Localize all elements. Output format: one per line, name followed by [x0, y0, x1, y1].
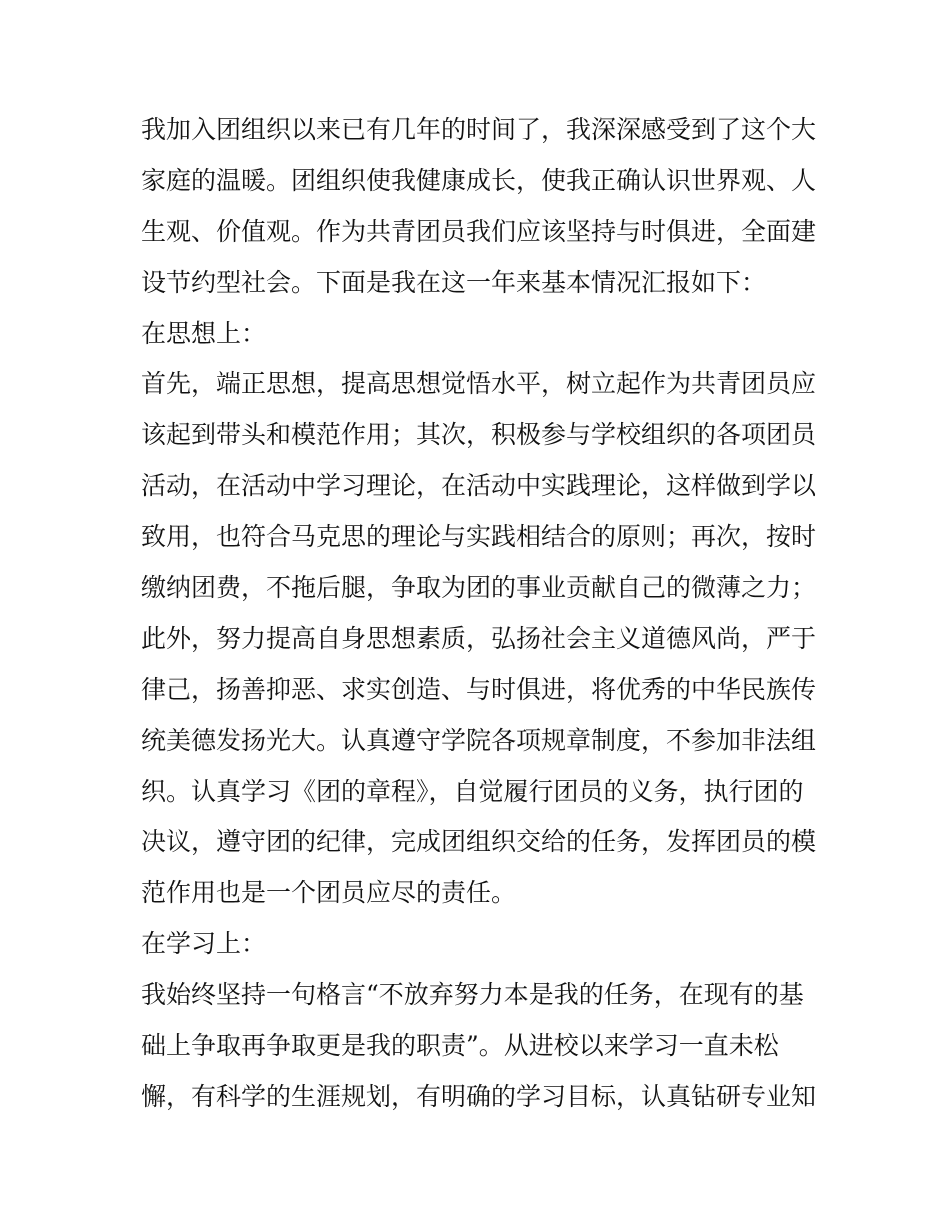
text-line: 活动，在活动中学习理论，在活动中实践理论，这样做到学以 [141, 471, 817, 501]
text-line: 范作用也是一个团员应尽的责任。 [141, 878, 517, 908]
text-line: 律己，扬善抑恶、求实创造、与时俱进，将优秀的中华民族传 [141, 674, 817, 704]
text-line: 缴纳团费，不拖后腿，争取为团的事业贡献自己的微薄之力； [141, 573, 817, 603]
text-line: 我始终坚持一句格言“不放弃努力本是我的任务，在现有的基 [141, 980, 804, 1010]
text-line: 础上争取再争取更是我的职责”。从进校以来学习一直未松 [141, 1031, 779, 1061]
text-line: 设节约型社会。下面是我在这一年来基本情况汇报如下： [141, 267, 767, 297]
section-heading-study: 在学习上： [141, 929, 267, 959]
text-line: 决议，遵守团的纪律，完成团组织交给的任务，发挥团员的模 [141, 827, 817, 857]
text-line: 首先，端正思想，提高思想觉悟水平，树立起作为共青团员应 [141, 369, 817, 399]
text-line: 致用，也符合马克思的理论与实践相结合的原则；再次，按时 [141, 522, 817, 552]
text-line: 生观、价值观。作为共青团员我们应该坚持与时俱进，全面建 [141, 216, 817, 246]
text-line: 懈，有科学的生涯规划，有明确的学习目标，认真钻研专业知 [141, 1081, 817, 1111]
document-body [141, 105, 821, 1123]
section-heading-thought: 在思想上： [141, 318, 267, 348]
text-line: 家庭的温暖。团组织使我健康成长，使我正确认识世界观、人 [141, 165, 817, 195]
text-line: 该起到带头和模范作用；其次，积极参与学校组织的各项团员 [141, 420, 817, 450]
text-line: 织。认真学习《团的章程》，自觉履行团员的义务，执行团的 [141, 776, 804, 806]
text-line: 此外，努力提高自身思想素质，弘扬社会主义道德风尚，严于 [141, 623, 817, 653]
text-line: 我加入团组织以来已有几年的时间了，我深深感受到了这个大 [141, 115, 817, 144]
text-line: 统美德发扬光大。认真遵守学院各项规章制度，不参加非法组 [141, 725, 817, 755]
